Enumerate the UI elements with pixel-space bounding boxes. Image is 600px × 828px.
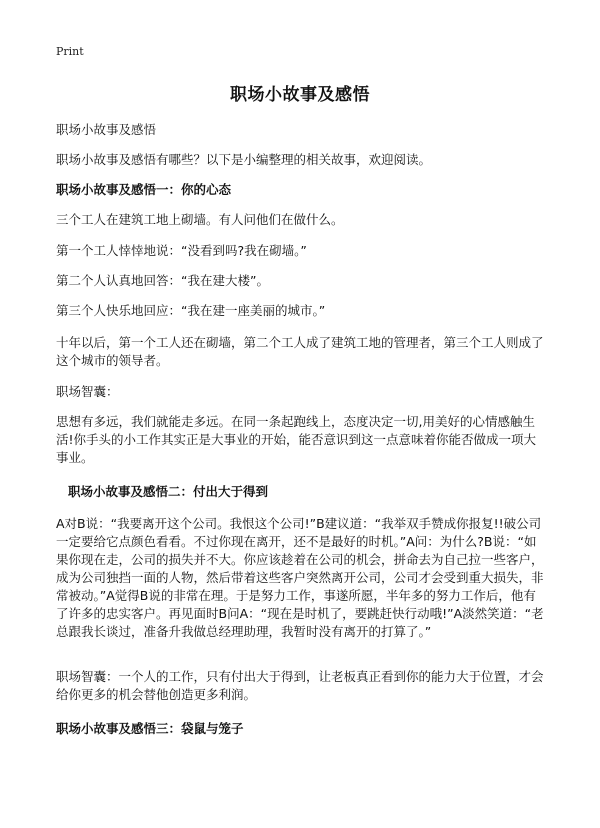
story2-body: A对B说：“我要离开这个公司。我恨这个公司!”B建议道：“我举双手赞成你报复!!破公司一定要给它点颜色看看。不过你现在离开，还不是最好的时机。”A问：为什么?B说：“如果你现在走，公司的损失并不大。你应该趁着在公司的机会，拼命去为自己拉一些客户，成为公司独挡一面的人物，然后带着这些客户突然离开公司，公司才会受到重大损失，非常被动。”A觉得B说的非常在理。于是努力工作，事遂所愿，半年多的努力工作后，他有了许多的忠实客户。再见面时B问A：“现在是时机了，要跳赶快行动哦!”A淡然笑道：“老总跟我长谈过，准备升我做总经理助理，我暂时没有离开的打算了。” — [56, 516, 544, 639]
story1-paragraph: 十年以后，第一个工人还在砌墙，第二个工人成了建筑工地的管理者，第三个工人则成了这个城市的领导者。 — [56, 335, 544, 368]
story1-paragraph: 第一个工人悻悻地说：“没看到吗?我在砌墙。” — [56, 243, 307, 258]
story3-heading: 职场小故事及感悟三：袋鼠与笼子 — [56, 721, 244, 736]
story1-paragraph: 第三个人快乐地回应：“我在建一座美丽的城市。” — [56, 303, 326, 318]
story1-insight-label: 职场智囊： — [56, 384, 119, 399]
page-title: 职场小故事及感悟 — [230, 85, 370, 105]
story1-heading: 职场小故事及感悟一：你的心态 — [56, 182, 232, 197]
story1-paragraph: 三个工人在建筑工地上砌墙。有人问他们在做什么。 — [56, 212, 344, 227]
story1-insight: 思想有多远，我们就能走多远。在同一条起跑线上，态度决定一切,用美好的心情感触生活!你手头的小工作其实正是大事业的开始，能否意识到这一点意味着你能否做成一项大事业。 — [56, 414, 537, 465]
story1-paragraph: 第二个人认真地回答：“我在建大楼”。 — [56, 273, 269, 288]
story2-heading: 职场小故事及感悟二：付出大于得到 — [68, 484, 269, 499]
print-label: Print — [56, 45, 84, 58]
intro-paragraph: 职场小故事及感悟有哪些？以下是小编整理的相关故事，欢迎阅读。 — [56, 152, 432, 167]
subtitle: 职场小故事及感悟 — [56, 122, 157, 137]
story2-insight: 职场智囊：一个人的工作，只有付出大于得到，让老板真正看到你的能力大于位置，才会给你更多的机会替他创造更多利润。 — [56, 669, 544, 702]
